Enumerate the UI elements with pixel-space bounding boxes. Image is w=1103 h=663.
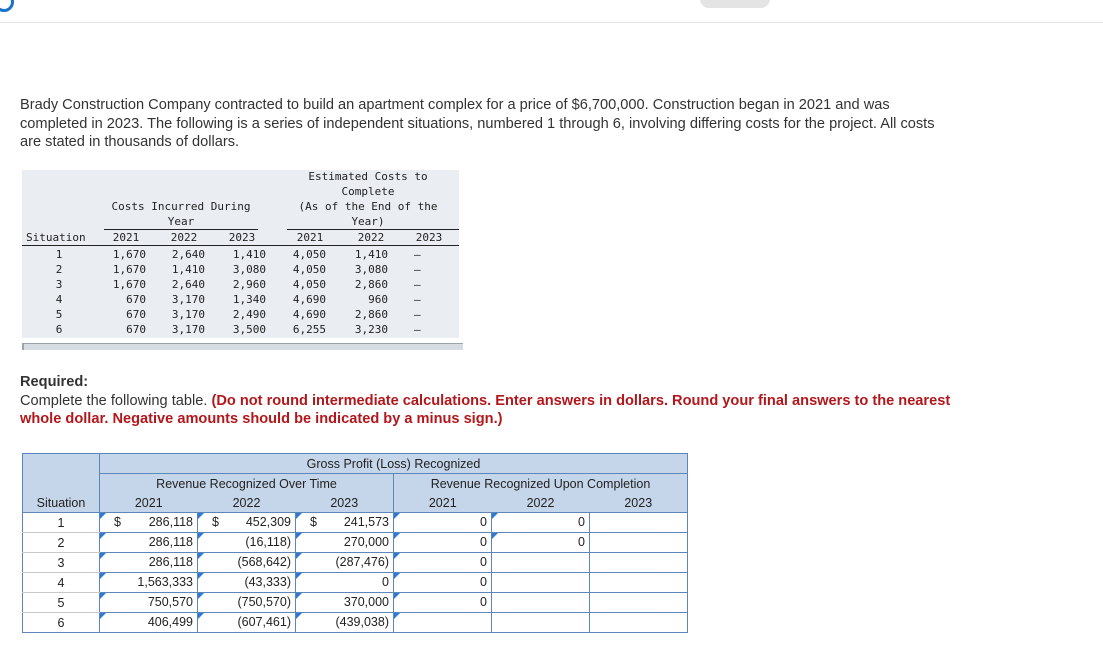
top-pill-button[interactable] <box>700 0 770 8</box>
estimated-header-3: (As of the End of the <box>298 200 438 213</box>
table-row: 3 286,118 (568,642) (287,476) 0 <box>23 553 688 573</box>
required-instruction: (Do not round intermediate calculations. Enter answers in dollars. Round your final answers to the nearest whole dollar. Negative amounts should be indicated by a minus sign.) <box>20 393 951 427</box>
input-2022-completion[interactable] <box>492 613 590 633</box>
est-year-2021: 2021 <box>296 231 324 244</box>
input-2023-completion[interactable] <box>590 553 688 573</box>
est-year-2023: 2023 <box>415 231 443 244</box>
input-2023-completion[interactable] <box>590 613 688 633</box>
input-2022-completion[interactable] <box>492 593 590 613</box>
year-header: 2022 <box>198 493 296 513</box>
required-text: Complete the following table. (Do not round intermediate calculations. Enter answers in dollars. Round your final answers to the nearest whole dollar. Negative amounts should be indicated by a minus sign.) <box>20 393 951 427</box>
input-2022-over-time[interactable]: $ 452,309 <box>198 513 296 533</box>
input-2023-completion[interactable] <box>590 573 688 593</box>
input-2022-over-time[interactable]: (16,118) <box>198 533 296 553</box>
input-2023-over-time[interactable]: 0 <box>296 573 394 593</box>
table-row: 1 $ 286,118 $ 452,309 $ 241,573 0 0 <box>23 513 688 533</box>
input-2022-over-time[interactable]: (750,570) <box>198 593 296 613</box>
table-row: 5 750,570 (750,570) 370,000 0 <box>23 593 688 613</box>
year-header: 2023 <box>590 493 688 513</box>
input-2021-over-time[interactable]: 1,563,333 <box>100 573 198 593</box>
estimated-header-4: Year) <box>351 215 385 228</box>
input-2022-completion[interactable] <box>492 553 590 573</box>
situation-col-header: Situation <box>23 493 100 513</box>
situation-header: Situation <box>26 231 86 244</box>
input-2021-over-time[interactable]: $ 286,118 <box>100 513 198 533</box>
given-data-table: Costs Incurred During Year Estimated Costs to Complete (As of the End of the Year) Situation 2021 2022 2023 2021 2022 2023 1 1,670 2,640 1,410 4,050 1,410 — 2 1,670 1,410 3,080 4,050 3,080 — 3 1,670 2,640 2,960 4,050 2,860 — 4 670 3,170 1,340 4,690 960 — 5 670 3,170 2,490 4,690 2,860 — 6 670 3,170 3,500 6,255 3,230 — <box>22 170 461 350</box>
incurred-header-year: Year <box>167 215 195 228</box>
input-2023-completion[interactable] <box>590 513 688 533</box>
input-2022-over-time[interactable]: (568,642) <box>198 553 296 573</box>
input-2023-over-time[interactable]: $ 241,573 <box>296 513 394 533</box>
input-2021-over-time[interactable]: 406,499 <box>100 613 198 633</box>
table-row: 2 286,118 (16,118) 270,000 0 0 <box>23 533 688 553</box>
input-2023-over-time[interactable]: (287,476) <box>296 553 394 573</box>
est-year-2022: 2022 <box>357 231 385 244</box>
table-scrollbar[interactable] <box>22 343 463 350</box>
over-time-header: Revenue Recognized Over Time <box>100 474 394 494</box>
top-bar <box>0 0 1103 23</box>
input-2021-completion[interactable]: 0 <box>394 513 492 533</box>
year-header: 2021 <box>100 493 198 513</box>
input-2023-over-time[interactable]: 270,000 <box>296 533 394 553</box>
input-2021-over-time[interactable]: 286,118 <box>100 553 198 573</box>
input-2022-completion[interactable] <box>492 573 590 593</box>
input-2021-completion[interactable]: 0 <box>394 553 492 573</box>
inc-year-2022: 2022 <box>170 231 198 244</box>
input-2022-over-time[interactable]: (43,333) <box>198 573 296 593</box>
input-2023-completion[interactable] <box>590 533 688 553</box>
input-2022-completion[interactable]: 0 <box>492 533 590 553</box>
table-row: 4 1,563,333 (43,333) 0 0 <box>23 573 688 593</box>
input-2021-completion[interactable]: 0 <box>394 593 492 613</box>
answer-table <box>22 453 688 633</box>
estimated-header: Estimated Costs to <box>308 170 428 183</box>
incurred-header: Costs Incurred During <box>111 200 251 213</box>
input-2022-over-time[interactable]: (607,461) <box>198 613 296 633</box>
year-header: 2023 <box>296 493 394 513</box>
required-heading: Required: <box>20 374 89 390</box>
input-2021-completion[interactable]: 0 <box>394 533 492 553</box>
year-header: 2021 <box>394 493 492 513</box>
table-row: 6 406,499 (607,461) (439,038) <box>23 613 688 633</box>
input-2023-over-time[interactable]: (439,038) <box>296 613 394 633</box>
input-2021-over-time[interactable]: 750,570 <box>100 593 198 613</box>
completion-header: Revenue Recognized Upon Completion <box>394 474 688 494</box>
nav-circle-icon[interactable] <box>0 0 14 12</box>
input-2023-over-time[interactable]: 370,000 <box>296 593 394 613</box>
inc-year-2021: 2021 <box>112 231 140 244</box>
input-2021-over-time[interactable]: 286,118 <box>100 533 198 553</box>
input-2021-completion[interactable]: 0 <box>394 573 492 593</box>
estimated-header-2: Complete <box>341 185 395 198</box>
inc-year-2023: 2023 <box>228 231 256 244</box>
year-header: 2022 <box>492 493 590 513</box>
input-2022-completion[interactable]: 0 <box>492 513 590 533</box>
input-2023-completion[interactable] <box>590 593 688 613</box>
input-2021-completion[interactable] <box>394 613 492 633</box>
problem-intro: Brady Construction Company contracted to build an apartment complex for a price of $6,700,000. Construction began in 2021 and was completed in 2023. The following is a series of independent situations, numbered 1 through 6, involving differing costs for the project. All costs are stated in thousands of dollars. <box>20 97 935 150</box>
gross-profit-title: Gross Profit (Loss) Recognized <box>100 454 688 474</box>
